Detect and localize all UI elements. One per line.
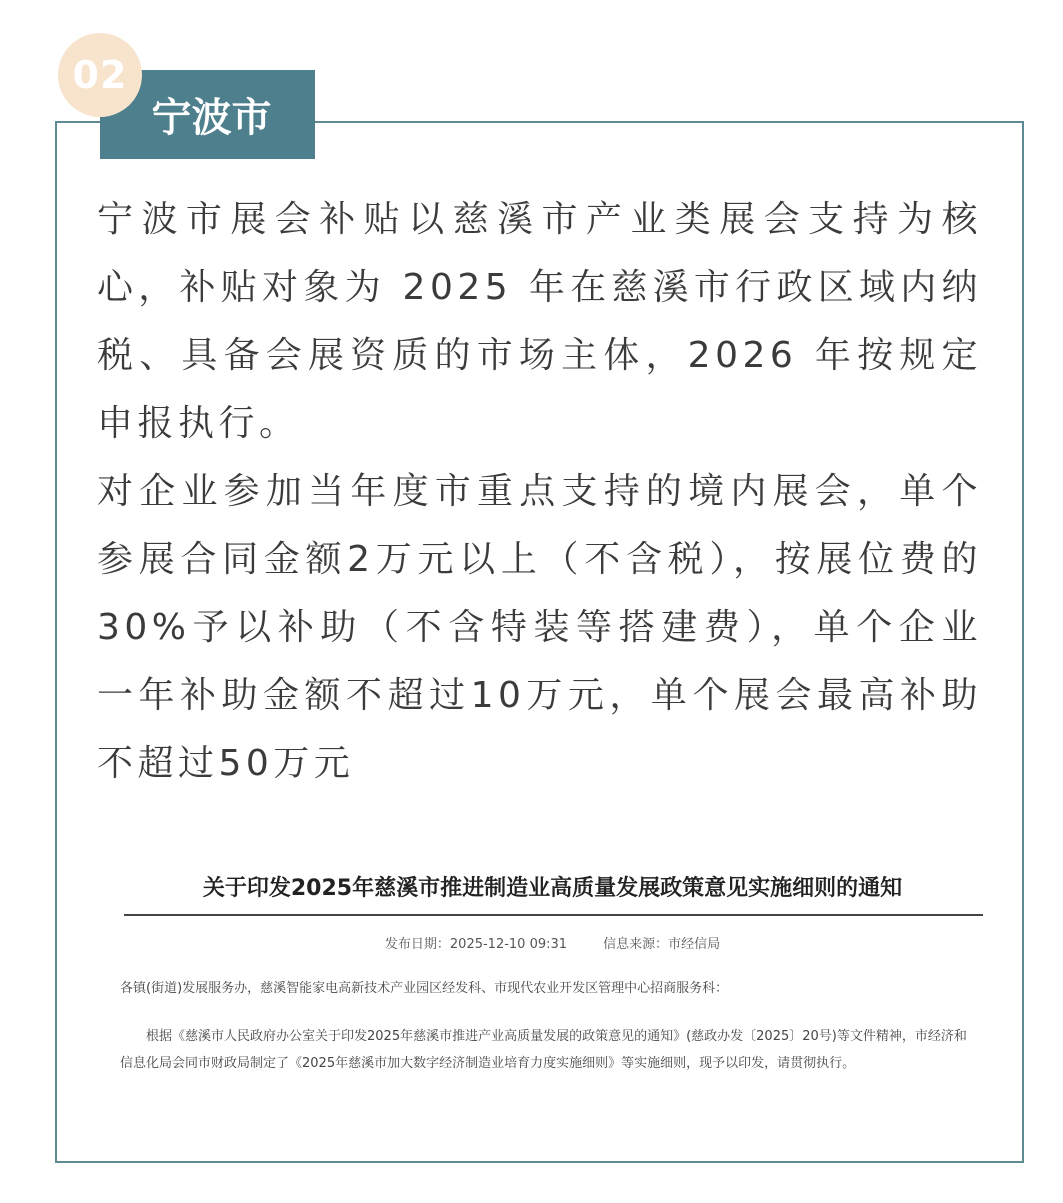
document-title-rule [124, 914, 983, 916]
section-title: 宁波市 [100, 70, 315, 159]
section-number-badge: 02 [58, 33, 142, 117]
document-body: 根据《慈溪市人民政府办公室关于印发2025年慈溪市推进产业高质量发展的政策意见的通知》(慈政办发〔2025〕20号)等文件精神，市经济和信息化局会同市财政局制定了《2025年慈溪市加大数字经济制造业培育力度实施细则》等实施细则，现予以印发，请贯彻执行。 [120, 1029, 967, 1071]
document-addressee: 各镇(街道)发展服务办，慈溪智能家电高新技术产业园区经发科、市现代农业开发区管理中心招商服务科： [120, 981, 729, 996]
document-source: 信息来源：市经信局 [603, 937, 721, 952]
document-title: 关于印发2025年慈溪市推进制造业高质量发展政策意见实施细则的通知 [202, 876, 903, 901]
body-paragraph-2: 对企业参加当年度市重点支持的境内展会，单个参展合同金额2万元以上（不含税），按展位费的30%予以补助（不含特装等搭建费），单个企业一年补助金额不超过10万元，单个展会最高补助不超过50万元 [97, 471, 982, 784]
document-publish-date: 发布日期：2025-12-10 09:31 [384, 937, 568, 952]
body-paragraph-1: 宁波市展会补贴以慈溪市产业类展会支持为核心，补贴对象为 2025 年在慈溪市行政区域内纳税、具备会展资质的市场主体，2026 年按规定申报执行。 [97, 199, 982, 444]
document-excerpt [120, 860, 985, 1077]
body-text [97, 186, 982, 798]
document-meta [120, 936, 985, 954]
